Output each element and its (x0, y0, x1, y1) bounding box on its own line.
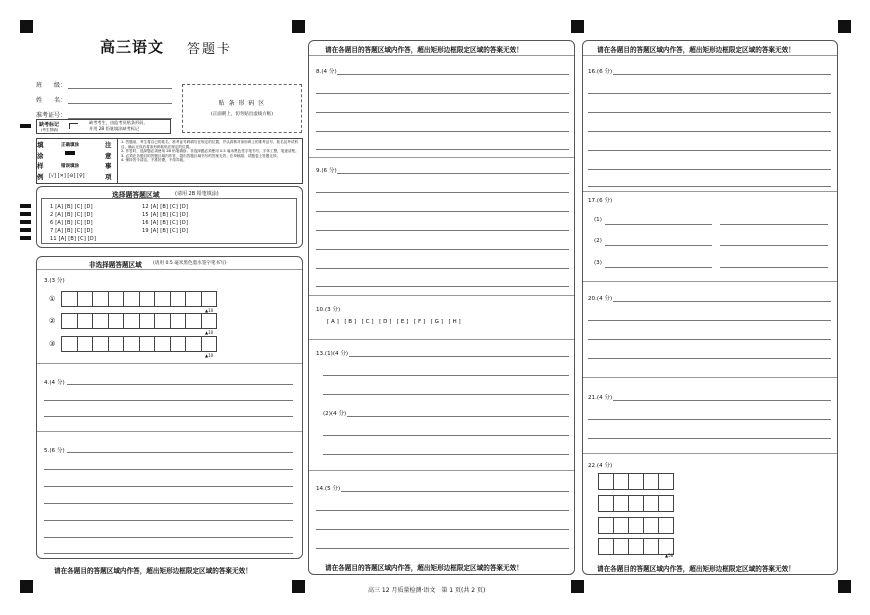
mc-grid (41, 198, 297, 244)
answer-line[interactable] (605, 267, 712, 268)
grid-cell[interactable] (108, 336, 125, 352)
divider (37, 431, 302, 432)
grid-cell[interactable] (61, 291, 78, 307)
note-item: 2. 作答时，选择题必须使用 2B 铅笔填涂；非选择题必须使用 0.5 毫米黑色签字笔书写，字体工整，笔迹清楚。 (121, 149, 299, 154)
mc-title: 选择题答题区域 (112, 191, 160, 199)
barcode-hint: (正面朝上，切勿贴出虚线方框) (210, 112, 273, 117)
answer-line[interactable] (349, 356, 569, 357)
grid-cell[interactable] (628, 473, 644, 490)
answer-line[interactable] (67, 452, 293, 453)
divider (309, 157, 574, 158)
grid-cell[interactable] (628, 517, 644, 534)
q17-item-1: (1) (594, 217, 602, 223)
grid-cell[interactable] (643, 495, 659, 512)
grid-cell[interactable] (658, 517, 674, 534)
divider (583, 377, 837, 378)
barcode-title: 贴 条 形 码 区 (218, 100, 266, 107)
mc-panel (36, 186, 303, 248)
answer-line[interactable] (588, 93, 831, 94)
mc-row[interactable]: 6 [A] [B] [C] [D] (50, 220, 93, 226)
divider (37, 363, 302, 364)
answer-line[interactable] (337, 74, 569, 75)
corner-marker (292, 20, 305, 33)
fill-notes-box (36, 138, 303, 184)
divider (309, 339, 574, 340)
answer-line[interactable] (316, 149, 569, 150)
mc-row[interactable]: 11 [A] [B] [C] [D] (50, 236, 97, 242)
q8-label: 8.(4 分) (316, 69, 337, 75)
answer-line[interactable] (316, 230, 569, 231)
divider (37, 269, 302, 270)
grid-cell[interactable] (643, 538, 659, 555)
divider (309, 295, 574, 296)
grid-cell[interactable] (598, 473, 614, 490)
divider (583, 55, 837, 56)
absent-label: 缺考标记 (39, 122, 60, 128)
grid-cell[interactable] (77, 336, 94, 352)
grid-cell[interactable] (154, 291, 171, 307)
page-footer: 高三 12 月质量检测·语文 第 1 页(共 2 页) (368, 587, 486, 594)
grid-cell[interactable] (170, 291, 187, 307)
q22-label: 22.(4 分) (588, 463, 613, 469)
answer-line[interactable] (613, 301, 831, 302)
answer-line[interactable] (316, 268, 569, 269)
fill-label (37, 140, 44, 182)
divider (583, 191, 837, 192)
grid-cell[interactable] (185, 291, 202, 307)
grid-cell[interactable] (613, 517, 629, 534)
q3-row-2-mark: ▲10 (205, 330, 214, 335)
wrong-fill-label: 错误填涂 (61, 164, 79, 169)
answer-line[interactable] (588, 112, 831, 113)
answer-line[interactable] (44, 400, 293, 401)
name-label: 姓 名： (36, 97, 67, 104)
fill-char: 涂 (37, 151, 44, 160)
q22-row-3-grid[interactable] (599, 517, 674, 534)
corner-marker (571, 20, 584, 33)
grid-cell[interactable] (139, 291, 156, 307)
answer-line[interactable] (337, 173, 569, 174)
grid-cell[interactable] (201, 313, 218, 329)
grid-cell[interactable] (92, 313, 109, 329)
answer-line[interactable] (44, 486, 293, 487)
grid-cell[interactable] (598, 538, 614, 555)
answer-line[interactable] (44, 503, 293, 504)
answer-line[interactable] (316, 548, 569, 549)
answer-line[interactable] (588, 186, 831, 187)
timing-mark (20, 220, 31, 224)
grid-cell[interactable] (613, 495, 629, 512)
answer-line[interactable] (316, 112, 569, 113)
q3-row-2-label: ② (49, 317, 56, 325)
grid-cell[interactable] (61, 313, 78, 329)
q3-row-1-label: ① (49, 295, 56, 303)
answer-line[interactable] (316, 93, 569, 94)
q17-label: 17.(6 分) (588, 198, 613, 204)
divider (583, 281, 837, 282)
divider (309, 470, 574, 471)
answer-line[interactable] (44, 537, 293, 538)
absent-sub: (考生禁填) (41, 128, 59, 132)
answer-line[interactable] (316, 286, 569, 287)
mc-row[interactable]: 12 [A] [B] [C] [D] (142, 204, 189, 210)
q10-label: 10.(3 分) (316, 307, 341, 313)
mc-row[interactable]: 2 [A] [B] [C] [D] (50, 212, 93, 218)
corner-marker (838, 580, 851, 593)
answer-line[interactable] (323, 375, 569, 376)
answer-line[interactable] (323, 394, 569, 395)
answer-line[interactable] (588, 169, 831, 170)
corner-marker (20, 20, 33, 33)
absent-text-1: 缺考考生，由监考员贴条形码， (89, 120, 148, 125)
corner-marker (20, 580, 33, 593)
q3-row-2-grid[interactable] (62, 313, 217, 329)
q3-row-3-mark: ▲10 (205, 353, 214, 358)
q4-label: 4.(4 分) (44, 380, 65, 386)
grid-cell[interactable] (628, 538, 644, 555)
divider (309, 55, 574, 56)
page-subtitle: 答题卡 (187, 42, 233, 57)
answer-line[interactable] (588, 320, 831, 321)
answer-line[interactable] (720, 245, 828, 246)
grid-cell[interactable] (77, 291, 94, 307)
note-item: 1. 答题前，考生将自己的姓名、准考证号码填写在规定的位置，并认真核对条形码上的准考证号、姓名及考试科目，确认无误后将条形码粘贴在规定的位置。 (121, 140, 299, 149)
wrong-fill-examples: [√] [✕] [⊖] [♀] (49, 173, 85, 179)
answer-line[interactable] (588, 339, 831, 340)
class-field[interactable] (68, 88, 172, 89)
grid-cell[interactable] (154, 313, 171, 329)
absent-text-2: 并用 2B 铅笔填涂缺考标记 (89, 126, 140, 131)
grid-cell[interactable] (598, 517, 614, 534)
answer-line[interactable] (341, 491, 569, 492)
grid-cell[interactable] (658, 473, 674, 490)
answer-line[interactable] (720, 224, 828, 225)
note-item: 4. 保持答卡清洁，不准折叠，不得弄破。 (121, 158, 187, 163)
timing-mark (20, 236, 31, 240)
panel-col-3 (582, 40, 838, 575)
answer-line[interactable] (316, 131, 569, 132)
note-char: 事 (105, 162, 112, 170)
answer-line[interactable] (67, 384, 293, 385)
q16-label: 16.(6 分) (588, 69, 613, 75)
warning-col-2-top: 请在各题目的答题区域内作答，超出矩形边框限定区域的答案无效！ (325, 46, 523, 54)
q22-mark: ▲56 (665, 553, 674, 558)
exam-no-label: 准考证号： (36, 112, 67, 119)
grid-cell[interactable] (598, 495, 614, 512)
fill-char: 填 (37, 141, 44, 149)
corner-marker (838, 20, 851, 33)
mc-row[interactable]: 15 [A] [B] [C] [D] (142, 212, 189, 218)
mc-right-rows (142, 203, 188, 235)
answer-line[interactable] (44, 416, 293, 417)
page-title: 高三语文 (100, 38, 165, 56)
warning-col-3-bottom: 请在各题目的答题区域内作答，超出矩形边框限定区域的答案无效！ (597, 565, 795, 573)
grid-cell[interactable] (61, 336, 78, 352)
answer-line[interactable] (605, 245, 712, 246)
answer-line[interactable] (605, 224, 712, 225)
correct-fill-example (65, 151, 75, 155)
name-field[interactable] (68, 103, 172, 104)
answer-line[interactable] (316, 510, 569, 511)
grid-cell[interactable] (108, 313, 125, 329)
answer-line[interactable] (347, 416, 569, 417)
timing-mark (20, 228, 31, 232)
q3-label: 3.(3 分) (44, 278, 65, 284)
grid-cell[interactable] (185, 313, 202, 329)
absent-box (36, 119, 171, 134)
answer-line[interactable] (44, 553, 293, 554)
q17-item-2: (2) (594, 238, 602, 244)
q17-item-3: (3) (594, 260, 602, 266)
mc-row[interactable]: 7 [A] [B] [C] [D] (50, 228, 93, 234)
q14-label: 14.(5 分) (316, 486, 341, 492)
grid-cell[interactable] (139, 313, 156, 329)
grid-cell[interactable] (613, 473, 629, 490)
answer-line[interactable] (613, 400, 831, 401)
answer-line[interactable] (720, 267, 828, 268)
mc-left-rows (50, 203, 96, 243)
panel-col-2 (308, 40, 575, 575)
grid-cell[interactable] (77, 313, 94, 329)
answer-line[interactable] (316, 192, 569, 193)
warning-col-2-bottom: 请在各题目的答题区域内作答，超出矩形边框限定区域的答案无效！ (325, 564, 523, 572)
answer-line[interactable] (613, 74, 831, 75)
timing-mark (20, 204, 31, 208)
corner-marker (571, 580, 584, 593)
grid-cell[interactable] (643, 473, 659, 490)
grid-cell[interactable] (185, 336, 202, 352)
answer-line[interactable] (588, 419, 831, 420)
timing-mark (20, 124, 31, 128)
answer-line[interactable] (588, 150, 831, 151)
nonmc-title: 非选择题答题区域 (89, 261, 142, 269)
grid-cell[interactable] (92, 336, 109, 352)
grid-cell[interactable] (108, 291, 125, 307)
q5-label: 5.(6 分) (44, 448, 65, 454)
q9-label: 9.(6 分) (316, 168, 337, 174)
grid-cell[interactable] (658, 495, 674, 512)
note-char: 项 (105, 172, 112, 181)
q3-row-3-label: ③ (49, 340, 56, 348)
grid-cell[interactable] (92, 291, 109, 307)
answer-line[interactable] (316, 529, 569, 530)
grid-cell[interactable] (123, 336, 140, 352)
warning-col-3-top: 请在各题目的答题区域内作答，超出矩形边框限定区域的答案无效！ (597, 46, 795, 54)
grid-cell[interactable] (170, 336, 187, 352)
q13-label: 13.(1)(4 分) (316, 351, 349, 357)
q3-row-1-grid[interactable] (62, 291, 217, 307)
correct-fill-label: 正确填涂 (61, 143, 79, 148)
class-label: 班 级： (36, 82, 67, 89)
answer-line[interactable] (44, 520, 293, 521)
mc-note: (请用 2B 铅笔填涂) (175, 191, 219, 197)
grid-cell[interactable] (139, 336, 156, 352)
grid-cell[interactable] (170, 313, 187, 329)
nonmc-note: (请用 0.5 毫米黑色墨水签字笔书写) (153, 261, 227, 266)
grid-cell[interactable] (123, 291, 140, 307)
note-char: 注 (105, 141, 112, 149)
answer-line[interactable] (588, 358, 831, 359)
q3-row-3-grid[interactable] (62, 336, 217, 352)
warning-col-1: 请在各题目的答题区域内作答，超出矩形边框限定区域的答案无效！ (54, 567, 252, 575)
corner-marker (292, 580, 305, 593)
answer-line[interactable] (588, 131, 831, 132)
barcode-area (182, 84, 302, 133)
grid-cell[interactable] (643, 517, 659, 534)
answer-line[interactable] (44, 469, 293, 470)
grid-cell[interactable] (201, 336, 218, 352)
q3-row-1-mark: ▲10 (205, 308, 214, 313)
mc-row[interactable]: 16 [A] [B] [C] [D] (142, 220, 189, 226)
grid-cell[interactable] (613, 538, 629, 555)
grid-cell[interactable] (201, 291, 218, 307)
grid-cell[interactable] (628, 495, 644, 512)
q22-row-2-grid[interactable] (599, 495, 674, 512)
fill-example-area (37, 139, 118, 183)
mc-row[interactable]: 1 [A] [B] [C] [D] (50, 204, 93, 210)
note-char: 意 (105, 151, 112, 160)
grid-cell[interactable] (123, 313, 140, 329)
notes-text (121, 140, 301, 163)
absent-fill-box[interactable] (69, 123, 78, 129)
q20-label: 20.(4 分) (588, 296, 613, 302)
fill-char: 例 (37, 172, 44, 181)
q10-options[interactable]: [ A ] [ B ] [ C ] [ D ] [ E ] [ F ] [ G ] [ H ] (327, 319, 461, 325)
answer-line[interactable] (323, 454, 569, 455)
q22-row-1-grid[interactable] (599, 473, 674, 490)
answer-line[interactable] (323, 435, 569, 436)
answer-line[interactable] (316, 249, 569, 250)
q13-label-2: (2)(4 分) (323, 411, 347, 417)
divider (583, 453, 837, 454)
note-item: 3. 必须在各题目的答题区域内作答，超出答题区域书写的答案无效；在草稿纸、试题卷上答题无效。 (121, 153, 281, 158)
mc-row[interactable]: 19 [A] [B] [C] [D] (142, 228, 189, 234)
fill-char: 样 (37, 162, 44, 170)
answer-line[interactable] (316, 211, 569, 212)
q22-row-4-grid[interactable] (599, 538, 674, 555)
notes-label (105, 140, 112, 182)
timing-mark (20, 212, 31, 216)
q21-label: 21.(4 分) (588, 395, 613, 401)
answer-line[interactable] (588, 438, 831, 439)
grid-cell[interactable] (154, 336, 171, 352)
nonmc-panel (36, 256, 303, 559)
